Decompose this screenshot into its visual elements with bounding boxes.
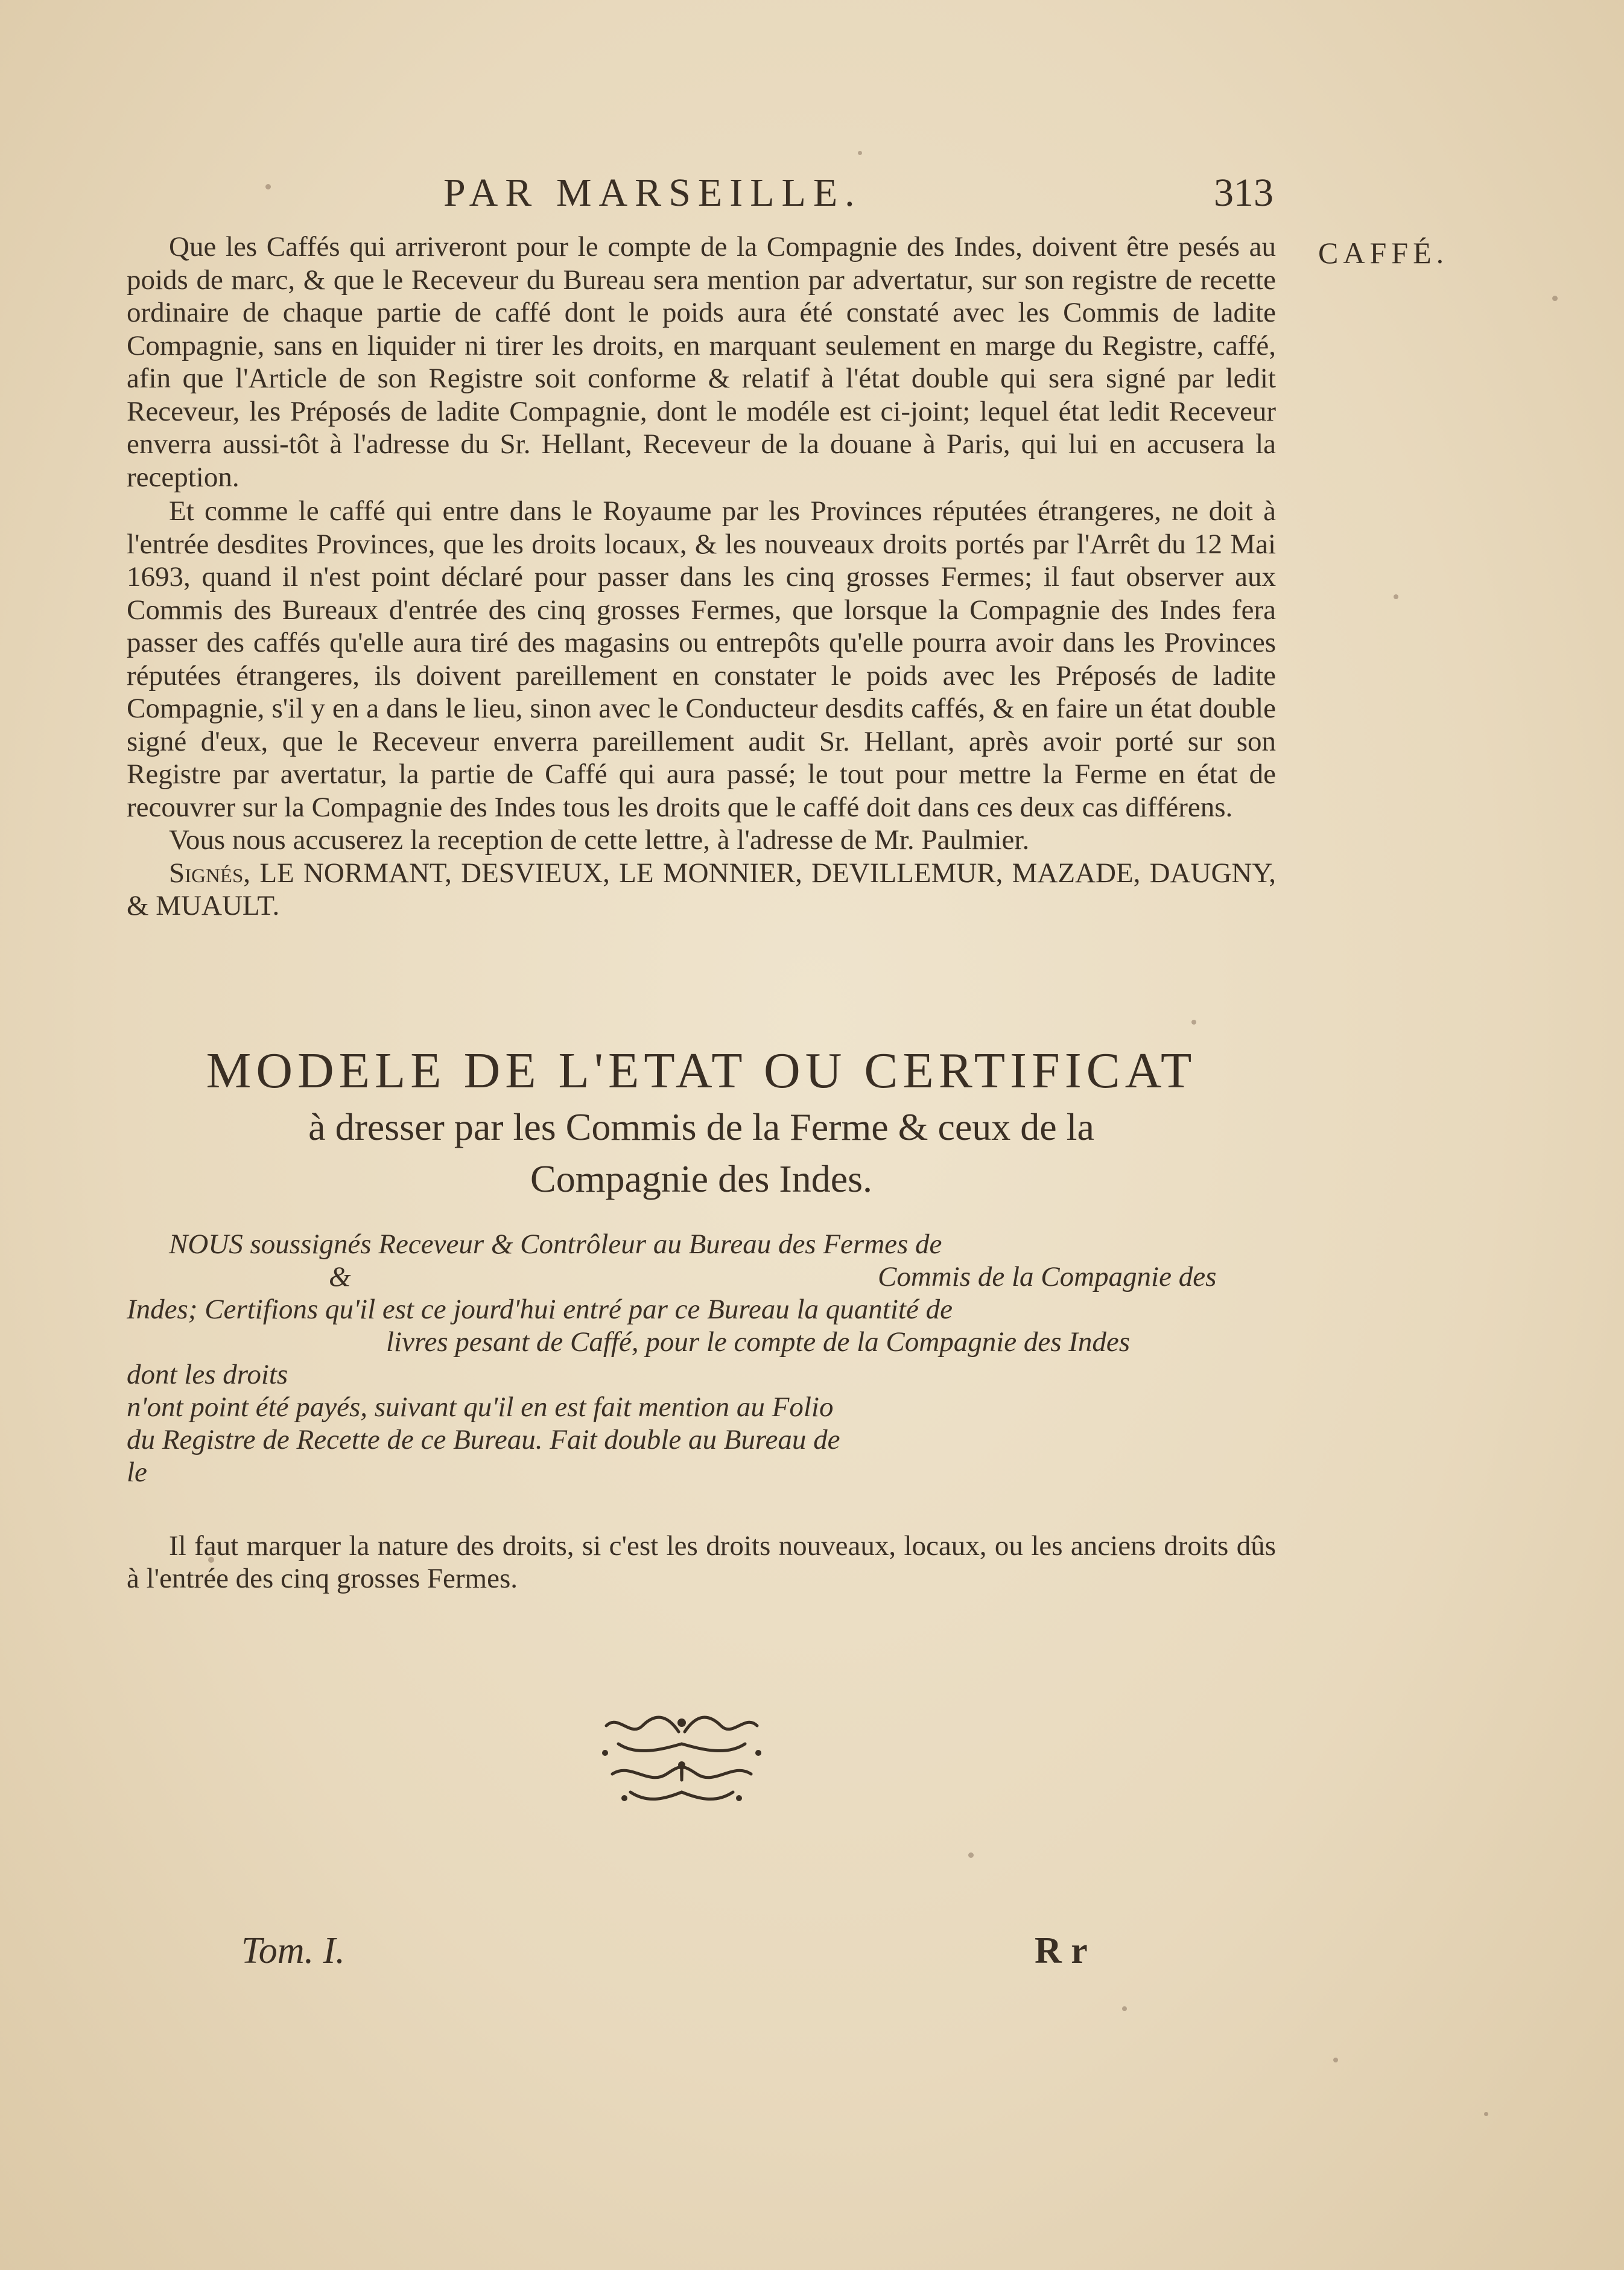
tome-label: Tom. I. bbox=[241, 1930, 345, 1971]
form-text: le bbox=[127, 1457, 147, 1488]
paragraph: Que les Caffés qui arriveront pour le compte de la Compagnie des Indes, doivent être pesés au poids de marc, & que le Receveur du Bureau sera mention par advertatur, sur son registre de recette ordinaire de chaque partie de caffé dont le poids aura été constaté avec les Commis de ladite Compagnie, sans en liquider ni tirer les droits, en marquant seulement en marge du Registre, caffé, afin que l'Article de son Registre soit conforme & relatif à l'état double qui sera signé par ledit Receveur, les Préposés de ladite Compagnie, dont le modéle est ci-joint; lequel état ledit Receveur enverra aussi-tôt à l'adresse du Sr. Hellant, Receveur de la douane à Paris, qui lui en accusera la reception. bbox=[127, 231, 1276, 493]
page-number: 313 bbox=[1214, 171, 1274, 215]
form-text: Indes; Certifions qu'il est ce jourd'hui entré par ce Bureau la quantité de bbox=[127, 1294, 953, 1325]
instruction-note: Il faut marquer la nature des droits, si c'est les droits nouveaux, locaux, ou les anciens droits dûs à l'entrée des cinq grosses Fermes. bbox=[127, 1530, 1276, 1594]
paragraph: Vous nous accuserez la reception de cette lettre, à l'adresse de Mr. Paulmier. bbox=[169, 824, 1030, 856]
form-text: n'ont point été payés, suivant qu'il en est fait mention au Folio bbox=[127, 1391, 834, 1423]
paper-speck bbox=[1394, 594, 1398, 599]
paper-speck bbox=[1552, 296, 1558, 301]
form-line bbox=[127, 1293, 1276, 1326]
paragraph: Et comme le caffé qui entre dans le Royaume par les Provinces réputées étrangeres, ne doit à l'entrée desdites Provinces, que les droits locaux, & les nouveaux droits portés par l'Arrêt du 12 Mai 1693, quand il n'est point déclaré pour passer dans les cinq grosses Fermes; il faut observer aux Commis des Bureaux d'entrée des cinq grosses Fermes, que lorsque la Compagnie des Indes fera passer des caffés qu'elle aura tiré des magasins ou entrepôts qu'elle pourra avoir dans les Provinces réputées étrangeres, ils doivent pareillement en constater le poids avec les Préposés de ladite Compagnie, s'il y en a dans le lieu, sinon avec le Conducteur desdits caffés, & en faire un état double signé d'eux, que le Receveur enverra pareillement audit Sr. Hellant, après avoir porté sur son Registre par avertatur, la partie de Caffé qui aura passé; le tout pour mettre la Ferme en état de recouvrer sur la Compagnie des Indes tous les droits que le caffé doit dans ces deux cas différens. bbox=[127, 495, 1276, 823]
paper-speck bbox=[1484, 2112, 1488, 2116]
form-line bbox=[127, 1326, 1276, 1358]
form-text: dont les droits bbox=[127, 1359, 288, 1390]
paper-speck bbox=[1333, 2058, 1338, 2062]
paper-speck bbox=[968, 1852, 974, 1858]
paper-speck bbox=[1122, 2006, 1127, 2011]
letter-body bbox=[127, 230, 1276, 923]
certificate-form bbox=[127, 1228, 1276, 1489]
form-text: livres pesant de Caffé, pour le compte de la Compagnie des Indes bbox=[386, 1326, 1131, 1358]
form-text: & bbox=[329, 1261, 351, 1292]
form-line bbox=[127, 1391, 1276, 1423]
title-line: à dresser par les Commis de la Ferme & ceux de la bbox=[308, 1105, 1094, 1148]
paper-speck bbox=[1191, 1020, 1196, 1025]
form-text: Commis de la Compagnie des bbox=[878, 1261, 1217, 1292]
paper-speck bbox=[265, 184, 271, 189]
fleuron-ornament bbox=[594, 1708, 769, 1813]
title-line: Compagnie des Indes. bbox=[530, 1157, 872, 1200]
form-text: NOUS soussignés Receveur & Contrôleur au Bureau des Fermes de bbox=[169, 1229, 942, 1260]
signatories: Signés, LE NORMANT, DESVIEUX, LE MONNIER, DEVILLEMUR, MAZADE, DAUGNY, & MUAULT. bbox=[127, 857, 1276, 921]
form-line bbox=[127, 1261, 1276, 1293]
form-line bbox=[127, 1456, 1276, 1489]
form-line bbox=[127, 1228, 1276, 1261]
form-line bbox=[127, 1358, 1276, 1391]
form-line bbox=[127, 1423, 1276, 1456]
paper-speck bbox=[858, 151, 862, 155]
title-line: MODELE DE L'ETAT OU CERTIFICAT bbox=[206, 1043, 1197, 1099]
margin-note: CAFFÉ. bbox=[1318, 236, 1449, 270]
running-head: PAR MARSEILLE. bbox=[443, 171, 862, 215]
form-text: du Registre de Recette de ce Bureau. Fait double au Bureau de bbox=[127, 1424, 840, 1455]
model-title bbox=[127, 1041, 1276, 1205]
gathering-signature: R r bbox=[1035, 1930, 1088, 1971]
